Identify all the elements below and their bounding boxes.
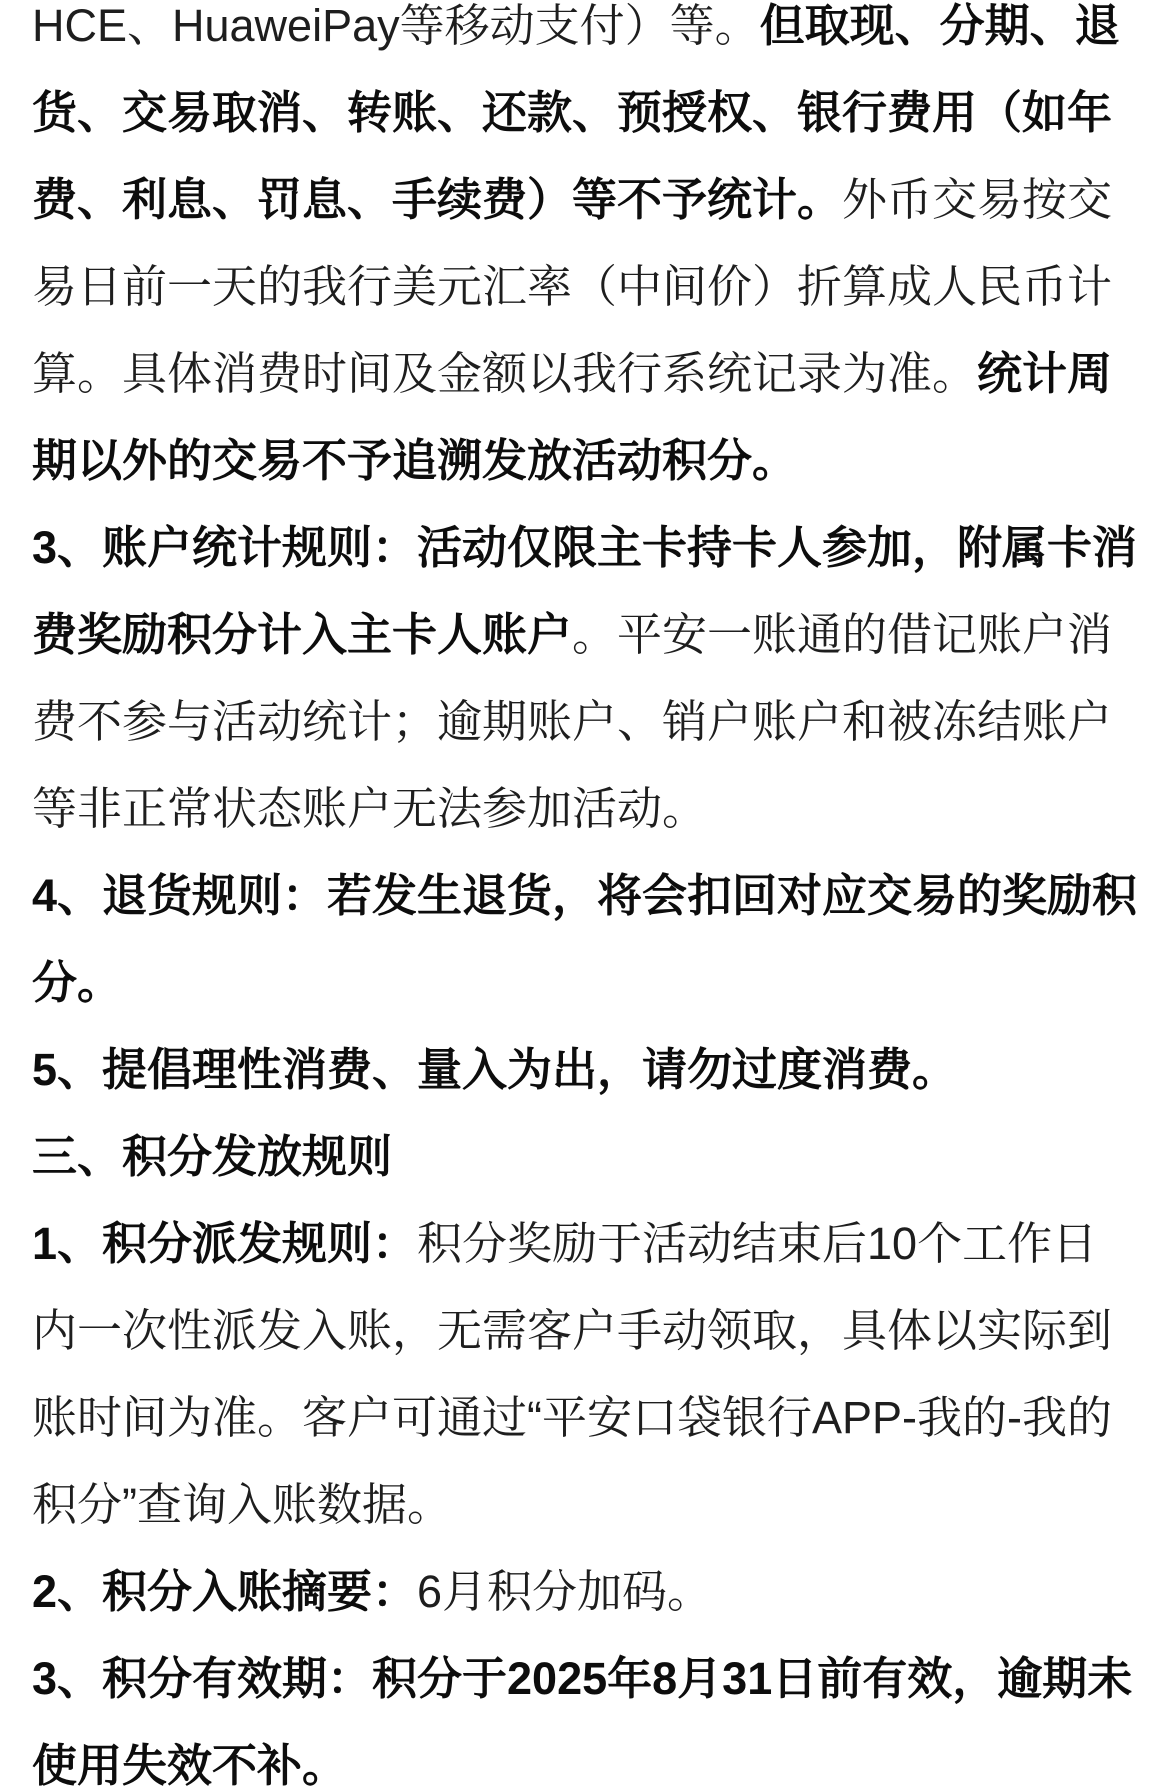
- body-text-segment: 费不参与活动统计；逾期账户、销户账户和被冻结账户: [32, 696, 1113, 747]
- body-text-segment: 账时间为准。客户可通过“平安口袋银行APP-我的-我的: [32, 1392, 1113, 1443]
- bold-text-segment: 2、积分入账摘要：: [32, 1566, 418, 1617]
- text-line: [32, 435, 1150, 487]
- bold-text-segment: 三、积分发放规则: [32, 1131, 393, 1182]
- body-text-segment: 积分奖励于活动结束后10个工作日: [417, 1218, 1098, 1269]
- text-line: [32, 522, 1150, 574]
- text-line: [32, 1131, 1150, 1183]
- bold-text-segment: 货、交易取消、转账、还款、预授权、银行费用（如年: [32, 87, 1113, 138]
- text-line: [32, 1653, 1150, 1705]
- bold-text-segment: 3、账户统计规则：活动仅限主卡持卡人参加，附属卡消: [32, 522, 1138, 573]
- bold-text-segment: 但取现、分期、退: [759, 0, 1120, 51]
- body-text-segment: 外币交易按交: [842, 174, 1113, 225]
- text-line: [32, 1479, 1150, 1531]
- text-line: [32, 609, 1150, 661]
- body-text-segment: HCE、HuaweiPay等移动支付）等。: [32, 0, 760, 51]
- text-line: [32, 1740, 1150, 1792]
- bold-text-segment: 1、积分派发规则：: [32, 1218, 418, 1269]
- body-text-segment: 6月积分加码。: [417, 1566, 713, 1617]
- body-text-segment: 等非正常状态账户无法参加活动。: [32, 783, 708, 834]
- bold-text-segment: 分。: [32, 957, 123, 1008]
- text-line: [32, 0, 1150, 52]
- bold-text-segment: 统计周: [977, 348, 1113, 399]
- bold-text-segment: 5、提倡理性消费、量入为出，请勿过度消费。: [32, 1044, 958, 1095]
- text-line: [32, 1392, 1150, 1444]
- body-text-segment: 。平安一账通的借记账户消: [572, 609, 1113, 660]
- text-line: [32, 870, 1150, 922]
- text-line: [32, 1566, 1150, 1618]
- text-line: [32, 1305, 1150, 1357]
- bold-text-segment: 费、利息、罚息、手续费）等不予统计。: [32, 174, 843, 225]
- text-line: [32, 1218, 1150, 1270]
- text-line: [32, 1044, 1150, 1096]
- body-text-segment: 算。具体消费时间及金额以我行系统记录为准。: [32, 348, 978, 399]
- text-line: [32, 696, 1150, 748]
- body-text-segment: 易日前一天的我行美元汇率（中间价）折算成人民币计: [32, 261, 1113, 312]
- text-line: [32, 783, 1150, 835]
- text-line: [32, 174, 1150, 226]
- bold-text-segment: 使用失效不补。: [32, 1740, 348, 1791]
- bold-text-segment: 期以外的交易不予追溯发放活动积分。: [32, 435, 798, 486]
- text-line: [32, 957, 1150, 1009]
- bold-text-segment: 4、退货规则：若发生退货，将会扣回对应交易的奖励积: [32, 870, 1138, 921]
- text-line: [32, 87, 1150, 139]
- bold-text-segment: 费奖励积分计入主卡人账户: [32, 609, 573, 660]
- bold-text-segment: 3、积分有效期：积分于2025年8月31日前有效，逾期未: [32, 1653, 1133, 1704]
- text-line: [32, 261, 1150, 313]
- body-text-segment: 积分”查询入账数据。: [32, 1479, 452, 1530]
- text-line: [32, 348, 1150, 400]
- body-text-segment: 内一次性派发入账，无需客户手动领取，具体以实际到: [32, 1305, 1113, 1356]
